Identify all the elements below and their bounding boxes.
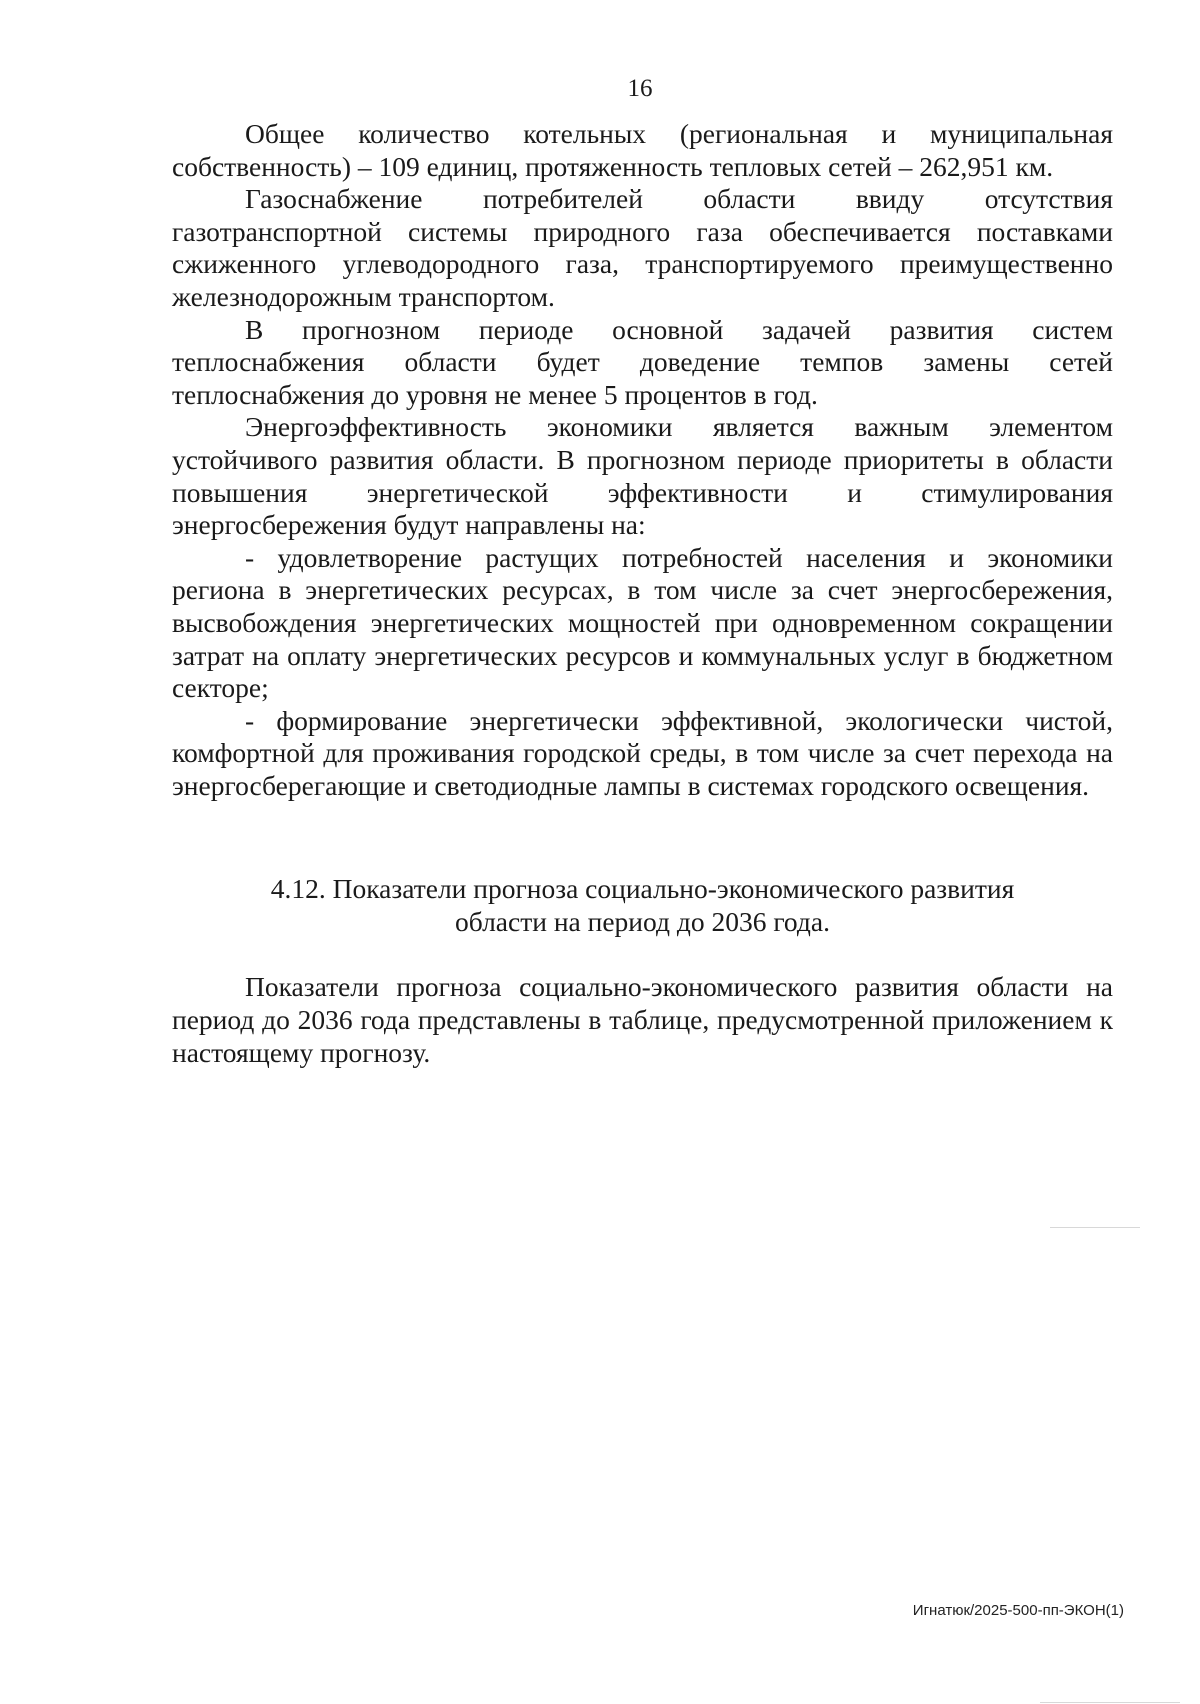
section-heading-line-2: области на период до 2036 года. [455, 906, 830, 937]
document-code: Игнатюк/2025-500-пп-ЭКОН(1) [912, 1602, 1124, 1619]
section-heading [172, 872, 1113, 938]
paragraph-energy-efficiency: Энергоэффективность экономики является важным элементом устойчивого развития области. В прогнозном периоде приоритеты в области повышения энергетической эффективности и стимулирования энергосбережения будут направлены на: [172, 411, 1113, 541]
scan-artifact-line [1040, 1702, 1180, 1703]
main-text [172, 118, 1113, 802]
paragraph-forecast-table-reference: Показатели прогноза социально-экономического развития области на период до 2036 года представлены в таблице, предусмотренной приложением к настоящему прогнозу. [172, 971, 1113, 1068]
section-heading-line-1: 4.12. Показатели прогноза социально-экономического развития [270, 873, 1015, 904]
list-item-urban-environment: - формирование энергетически эффективной, экологически чистой, комфортной для проживания городской среды, в том числе за счет перехода на энергосберегающие и светодиодные лампы в системах городского освещения. [172, 704, 1113, 801]
paragraph-boiler-count: Общее количество котельных (региональная и муниципальная собственность) – 109 единиц, протяженность тепловых сетей – 262,951 км. [172, 118, 1113, 182]
paragraph-gas-supply: Газоснабжение потребителей области ввиду отсутствия газотранспортной системы природного газа обеспечивается поставками сжиженного углеводородного газа, транспортируемого преимущественно железнодорожным транспортом. [172, 183, 1113, 312]
page-number: 16 [627, 75, 653, 102]
section-body [172, 970, 1113, 1069]
scan-artifact-line [1050, 1227, 1140, 1228]
list-item-energy-needs: - удовлетворение растущих потребностей населения и экономики региона в энергетических ресурсах, в том числе за счет энергосбережения, высвобождения энергетических мощностей при одновременном сокращении затрат на оплату энергетических ресурсов и коммунальных услуг в бюджетном секторе; [172, 541, 1113, 704]
paragraph-heat-networks: В прогнозном периоде основной задачей развития систем теплоснабжения области будет доведение темпов замены сетей теплоснабжения до уровня не менее 5 процентов в год. [172, 313, 1113, 410]
